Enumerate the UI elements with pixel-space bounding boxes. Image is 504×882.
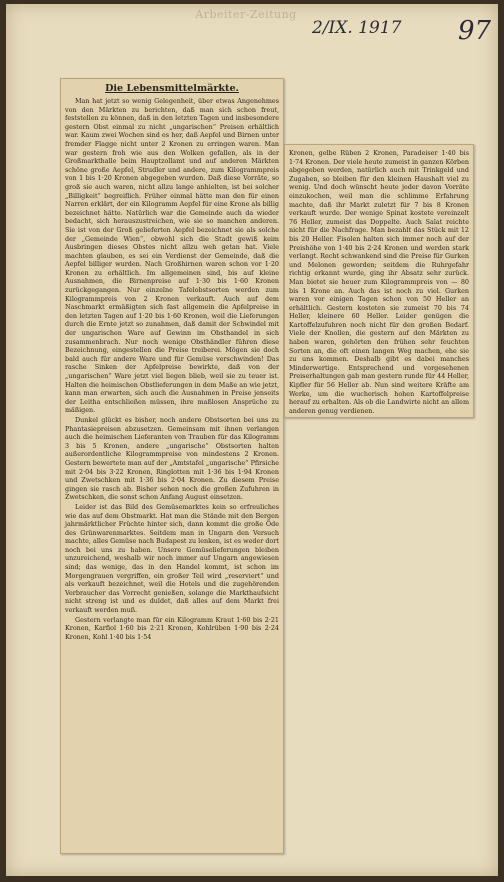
clipping-left-column	[60, 78, 284, 854]
article-paragraph: Man hat jetzt so wenig Gelegenheit, über etwas Angenehmes von den Märkten zu berichten, daß man sich schon freut, feststellen zu können, daß in den letzten Tagen und insbesondere gestern Obst einmal zu nicht „ungarischen“ Preisen erhältlich war. Kaum zwei Wochen sind es her, daß Aepfel und Birnen unter fremder Flagge nicht unter 2 Kronen zu erringen waren. Man war gestern froh wie aus den Wolken gefallen, als in der Großmarkthalle beim Hauptzollamt und auf anderen Märkten schöne große Aepfel, Strudler und andere, zum Kilogrammpreis von 1 bis 1·20 Kronen abgegeben wurden. Daß diese Vorräte, so groß sie auch waren, nicht allzu lange anhielten, ist bei solcher „Billigkeit“ begreiflich. Früher einmal hätte man den für einen Narren erklärt, der ein Kilogramm Aepfel für eine Krone als billig bezeichnet hätte. Natürlich war die Gemeinde auch da wieder bedacht, sich herauszustreichen, wie sie so manchen anderen. Sie ist von der Groß gelieferten Aepfel bezeichnet sie als solche der „Gemeinde Wien“, obwohl sich die Stadt gewiß keim Ausbringen dieses Obstes nicht allzu weh getan hat. Viele machten glauben, es sei ein Verdienst der Gemeinde, daß die Aepfel billiger wurden. Nach Großhirnen waren schon vor 1·20 Kronen zu erhältlich. Im allgemeinen sind, bis auf kleine Ausnahmen, die Birnenpreise auf 1·30 bis 1·60 Kronen zurückgegangen. Nur einzelne Tafelobstsorten werden zum Kilogrammpreis von 2 Kronen verkauft. Auch auf dem Naschmarkt ermäßigten sich fast allgemein die Apfelpreise in den letzten Tagen auf 1·20 bis 1·60 Kronen, weil die Lieferungen durch die Ernte jetzt so zunahmen, daß damit der Schwindel mit der ungarischen Ware auf Gewinn im Obsthandel in sich zusammenbrach. Nur noch wenige Obsthändler führen diese Bezeichnung, eingestellen die Preise treiberei. Mögen sie doch bald auch für andere Ware und für Gemüse verschwinden! Das rasche Sinken der Apfelpreise bewirkte, daß von der „ungarischen“ Ware jetzt viel liegen blieb, weil sie zu teuer ist. Halten die heimischen Obstlieferungen in dem Maße an wie jetzt, kann man erwarten, sich auch die Ausnahmen in Preise jenseits der Leitha entschließen müssen, ihre maßlosen Ansprüche zu mäßigen.	[65, 97, 279, 415]
article-title: Die Lebensmittelmärkte.	[105, 83, 239, 94]
clipping-right-column	[284, 144, 474, 418]
handwritten-page-number: 97	[458, 16, 492, 46]
article-paragraph: Gestern verlangte man für ein Kilogramm Kraut 1·60 bis 2·21 Kronen, Karfiol 1·60 bis 2·21 Kronen, Kohlrüben 1·90 bis 2·24 Kronen, Kohl 1·40 bis 1·54	[65, 615, 279, 641]
article-paragraph: Kronen, gelbe Rüben 2 Kronen, Paradeiser 1·40 bis 1·74 Kronen. Der viele heute zumeist in ganzen Körben abgegeben werden, natürlich auch mit Trinkgeld und Zugaben, so bleiben für den kleinen Haushalt viel zu wenig. Und doch wünscht heute jeder davon Vorräte einzukochen, weil man die schlimme Erfahrung machte, daß ihr Markt zuletzt für 7 bis 8 Kronen verkauft wurde. Der wenige Spinat kostete vereinzelt 76 Heller, zumeist das Doppelte. Auch Salat reichte nicht für die Nachfrage. Man bezahlt das Stück mit 12 bis 20 Heller. Fisolen halten sich immer noch auf der Preishöhe von 1·40 bis 2·24 Kronen und werden stark verlangt. Recht schwankend sind die Preise für Gurken und Melonen geworden; seitdem die Ruhrgefahr richtig erkannt wurde, ging ihr Absatz sehr zurück. Man bietet sie heuer zum Kilogrammpreis von — 80 bis 1 Krone an. Auch das ist noch zu viel. Gurken waren vor einigen Tagen schon von 50 Heller an erhältlich. Gestern kosteten sie zumeist 70 bis 74 Heller, kleinere 60 Heller. Leider genügen die Kartoffelzufuhren noch nicht für den großen Bedarf. Viele der Knollen, die gestern auf den Märkten zu haben waren, gehörten den frühen sehr feuchten Sorten an, die oft einen langen Weg machen, ehe sie zu uns kommen. Deshalb gibt es dabei manches Minderwertige. Entsprechend und vorgesehenen Preiserhaltungen gab man gestern runde für 44 Heller, Kipfler für 56 Heller ab. Nun sind weitere Kräfte am Werke, um die wucherisch hohen Kartoffelpreise herauf zu erhalten. Als ob die Landwirte nicht an allem anderen genug verdienen.	[289, 149, 469, 415]
article-paragraph: Dunkel glückt es bisher, noch andere Obstsorten bei uns zu Phantasiepreisen abzusetzen. Gemeinsam mit ihnen verlangen auch die heimischen Lieferanten von Trauben für das Kilogramm 3 bis 5 Kronen, andere „ungarische“ Obstsorten halten außerordentliche Kilogrammpreise von mindestens 2 Kronen. Gestern bewertete man auf der „Amtstafel „ungarische“ Pfirsiche mit 2·04 bis 3·22 Kronen, Ringlotten mit 1·36 bis 1·94 Kronen und Zwetschken mit 1·36 bis 2·04 Kronen. Zu diesem Preise gingen sie rasch ab. Bisher sehen noch die großen Zufuhren in Zwetschken, die sonst schon Anfang August einsetzen.	[65, 415, 279, 502]
archive-sheet	[6, 4, 498, 876]
handwritten-date: 2/IX. 1917	[312, 18, 402, 38]
newspaper-stamp: Arbeiter-Zeitung	[195, 8, 297, 21]
article-paragraph: Leider ist das Bild des Gemüsemarktes kein so erfreuliches wie das auf dem Obstmarkt. Hat man die Stände mit den Bergen jahrmärktlicher Früchte hinter sich, dann kommt die große Öde des Grünwarenmarktes. Seitdem man in Ungarn den Versuch machte, alles Gemüse nach Budapest zu lenken, ist es weder dort noch bei uns zu haben. Unsere Gemüselieferungen bleiben unzureichend, weshalb wir noch immer auf Ungarn angewiesen sind; das wenige, das in den Handel kommt, ist schon im Morgengrauen vergriffen, ein großer Teil wird „reserviert“ und als verkauft bezeichnet, weil die Hotels und die zugehörenden Verbraucher das Vorrecht genießen, solange die Markthaufsicht nicht streng ist und es duldet, daß alles auf dem Markt frei verkauft werden muß.	[65, 502, 279, 615]
